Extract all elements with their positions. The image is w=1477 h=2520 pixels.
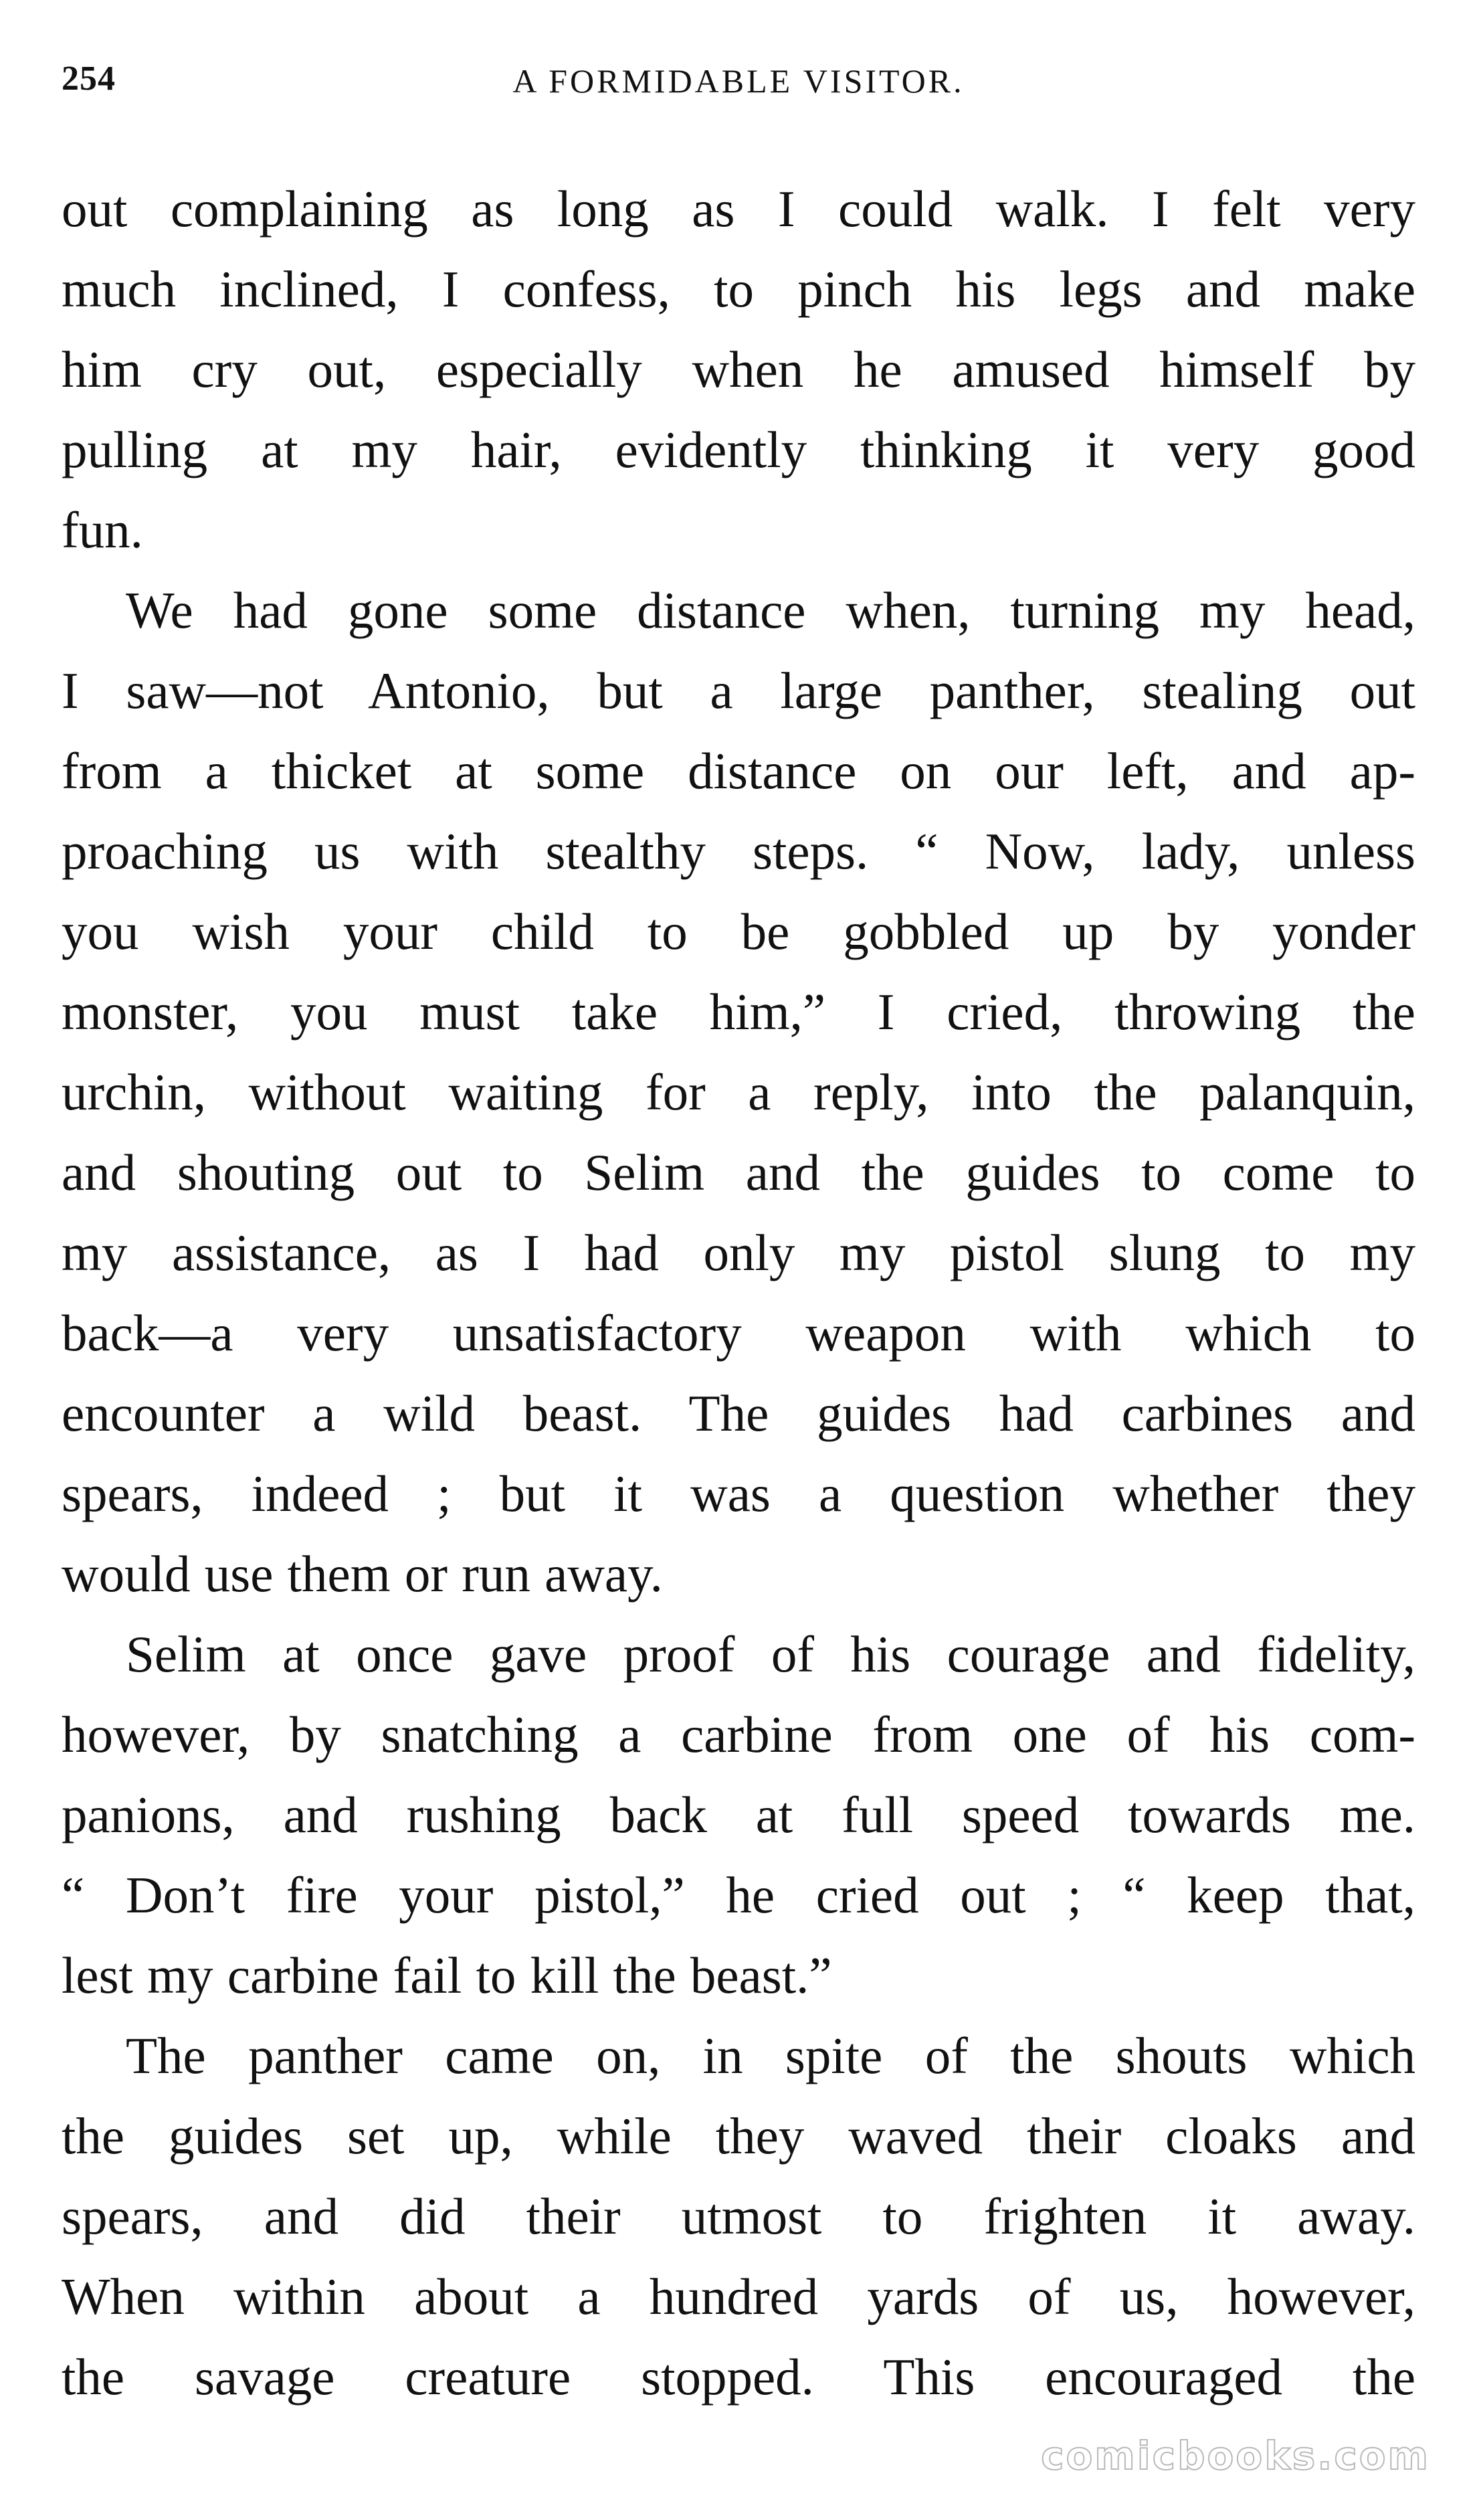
text-line: the savage creature stopped. This encouraged the (62, 2348, 1415, 2406)
paragraph-3 (62, 1614, 1415, 2015)
text-line: you wish your child to be gobbled up by yonder (62, 903, 1415, 960)
text-line: however, by snatching a carbine from one of his com- (62, 1706, 1415, 1763)
text-line: monster, you must take him,” I cried, throwing the (62, 983, 1415, 1041)
running-title: A FORMIDABLE VISITOR. (512, 62, 965, 100)
text-line: back—a very unsatisfactory weapon with which to (62, 1304, 1415, 1362)
text-line: out complaining as long as I could walk. I felt very (62, 180, 1415, 238)
text-line: would use them or run away. (62, 1545, 663, 1603)
text-line: much inclined, I confess, to pinch his legs and make (62, 260, 1415, 318)
paragraph-1 (62, 169, 1415, 570)
text-line: pulling at my hair, evidently thinking it very good (62, 421, 1415, 478)
text-line: fun. (62, 501, 143, 559)
body-text (62, 169, 1415, 2417)
text-line: my assistance, as I had only my pistol slung to my (62, 1224, 1415, 1281)
text-line: him cry out, especially when he amused himself by (62, 341, 1415, 398)
text-line: encounter a wild beast. The guides had carbines and (62, 1384, 1415, 1442)
paragraph-4 (62, 2015, 1415, 2417)
watermark: comicbooks.com (1041, 2433, 1430, 2479)
text-line: Selim at once gave proof of his courage and fidelity, (126, 1625, 1415, 1683)
text-line: from a thicket at some distance on our left, and ap- (62, 742, 1415, 800)
text-line: the guides set up, while they waved their cloaks and (62, 2107, 1415, 2165)
text-line: and shouting out to Selim and the guides to come to (62, 1144, 1415, 1201)
text-line: urchin, without waiting for a reply, into the palanquin, (62, 1063, 1415, 1121)
text-line: The panther came on, in spite of the shouts which (126, 2027, 1415, 2084)
text-line: I saw—not Antonio, but a large panther, stealing out (62, 662, 1415, 719)
text-line: When within about a hundred yards of us, however, (62, 2268, 1415, 2325)
text-line: “ Don’t fire your pistol,” he cried out ; “ keep that, (62, 1866, 1415, 1924)
paragraph-2 (62, 570, 1415, 1614)
running-head (62, 59, 1415, 112)
text-line: panions, and rushing back at full speed towards me. (62, 1786, 1415, 1843)
text-line: spears, indeed ; but it was a question whether they (62, 1465, 1415, 1522)
page-number: 254 (62, 60, 116, 98)
text-line: spears, and did their utmost to frighten it away. (62, 2187, 1415, 2245)
text-line: proaching us with stealthy steps. “ Now, lady, unless (62, 822, 1415, 880)
text-line: lest my carbine fail to kill the beast.” (62, 1947, 832, 2004)
text-line: We had gone some distance when, turning my head, (126, 581, 1415, 639)
